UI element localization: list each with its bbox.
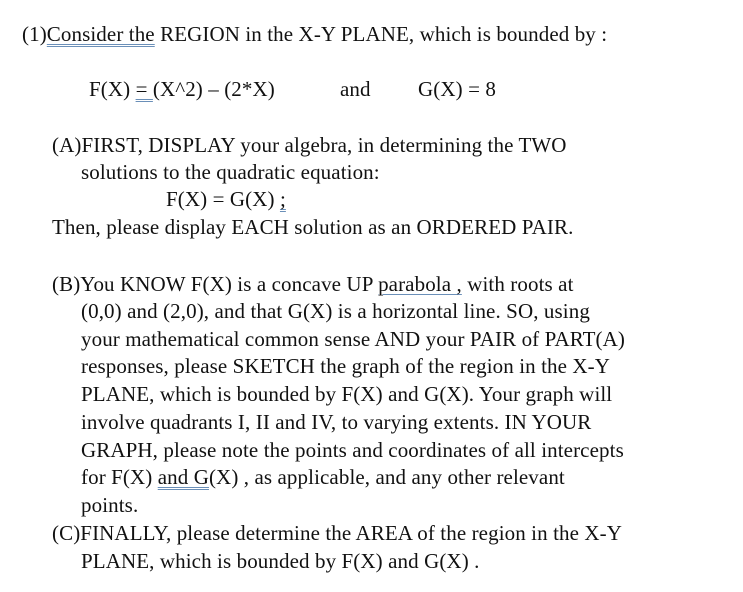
part-b-line-5: PLANE, which is bounded by F(X) and G(X). Your graph will	[81, 382, 613, 406]
f-lhs: F(X)	[89, 77, 136, 101]
part-b-line-1-pre: (B)You KNOW F(X) is a concave UP	[52, 272, 379, 296]
equation-semicolon: ;	[279, 187, 286, 211]
part-b-line-8-pre: for F(X)	[81, 465, 158, 489]
part-c-line-1: (C)FINALLY, please determine the AREA of the region in the X-Y	[52, 521, 623, 545]
part-a-line-4: Then, please display EACH solution as an ORDERED PAIR.	[52, 215, 574, 239]
part-b-line-9: points.	[81, 493, 139, 517]
problem-number: (1)	[22, 22, 47, 46]
and-word: and	[340, 77, 371, 101]
equation-text: F(X) = G(X)	[166, 187, 280, 211]
part-a-equation	[166, 186, 286, 212]
part-b-line-8	[81, 464, 565, 490]
function-definitions	[89, 76, 275, 102]
part-a-line-1: (A)FIRST, DISPLAY your algebra, in determining the TWO	[52, 133, 567, 157]
part-b-line-6: involve quadrants I, II and IV, to varying extents. IN YOUR	[81, 410, 592, 434]
part-b-line-7: GRAPH, please note the points and coordinates of all intercepts	[81, 438, 624, 462]
f-equals: =	[135, 77, 153, 101]
f-rhs: (X^2) – (2*X)	[152, 77, 275, 101]
part-b-line-8-post: (X) , as applicable, and any other relevant	[208, 465, 565, 489]
g-definition: G(X) = 8	[418, 77, 496, 101]
part-b-line-3: your mathematical common sense AND your PAIR of PART(A)	[81, 327, 625, 351]
and-g-link: and G	[157, 465, 209, 489]
parabola-link: parabola ,	[378, 272, 462, 296]
part-b-line-4: responses, please SKETCH the graph of the region in the X-Y	[81, 354, 611, 378]
part-b-line-1-post: with roots at	[461, 272, 574, 296]
intro-line	[22, 21, 607, 47]
intro-rest: REGION in the X-Y PLANE, which is bounded by :	[154, 22, 608, 46]
part-a-line-2: solutions to the quadratic equation:	[81, 160, 380, 184]
part-c-line-2: PLANE, which is bounded by F(X) and G(X) .	[81, 549, 480, 573]
part-b-line-2: (0,0) and (2,0), and that G(X) is a horizontal line. SO, using	[81, 299, 590, 323]
part-b-line-1	[52, 271, 574, 297]
intro-consider: Consider the	[46, 22, 155, 46]
